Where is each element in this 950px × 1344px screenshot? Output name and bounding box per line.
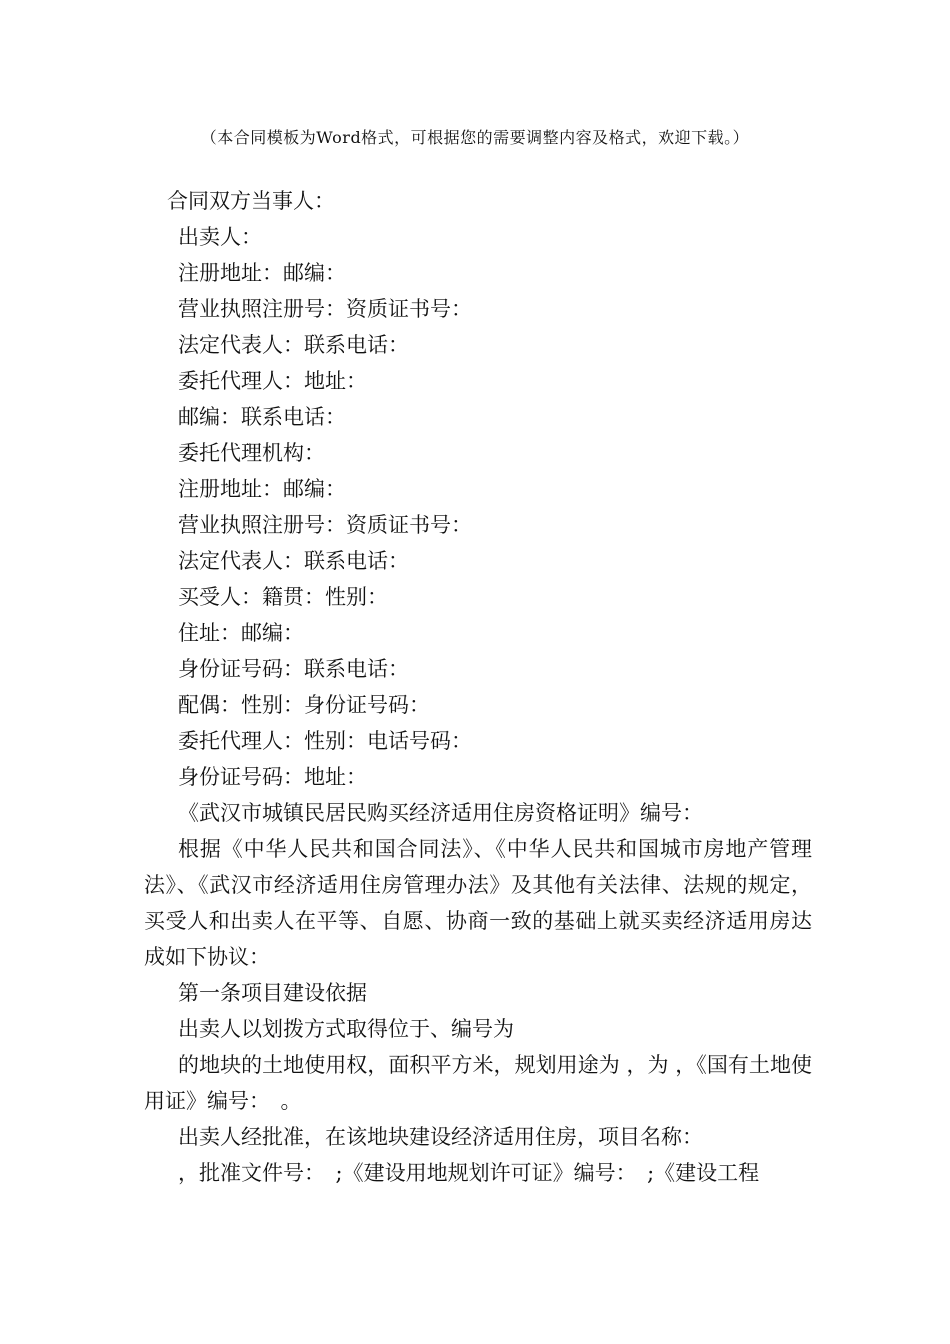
- buyer-agent-id-line: 身份证号码：地址：: [178, 765, 367, 789]
- buyer-line: 买受人：籍贯：性别：: [178, 585, 388, 609]
- seller-address-line: 注册地址：邮编：: [178, 261, 346, 285]
- agency-license-line: 营业执照注册号：资质证书号：: [178, 513, 472, 537]
- article-1-land-line: 出卖人以划拨方式取得位于、编号为: [178, 1017, 514, 1041]
- article-1-title: 第一条项目建设依据: [178, 981, 367, 1005]
- agency-address-line: 注册地址：邮编：: [178, 477, 346, 501]
- template-notice: （本合同模板为Word格式，可根据您的需要调整内容及格式，欢迎下载。）: [200, 128, 750, 147]
- seller-line: 出卖人：: [178, 225, 262, 249]
- seller-representative-line: 法定代表人：联系电话：: [178, 333, 409, 357]
- buyer-agent-line: 委托代理人：性别：电话号码：: [178, 729, 472, 753]
- project-name-line: 出卖人经批准，在该地块建设经济适用住房，项目名称：: [178, 1125, 703, 1149]
- seller-agent-contact-line: 邮编：联系电话：: [178, 405, 346, 429]
- seller-agent-line: 委托代理人：地址：: [178, 369, 367, 393]
- land-use-paragraph: 的地块的土地使用权，面积平方米，规划用途为 ，为 ，《国有土地使用证》编号： 。: [144, 1053, 812, 1113]
- agency-line: 委托代理机构：: [178, 441, 325, 465]
- legal-basis-paragraph: 根据《中华人民共和国合同法》、《中华人民共和国城市房地产管理法》、《武汉市经济适用住房管理办法》及其他有关法律、法规的规定，买受人和出卖人在平等、自愿、协商一致的基础上就买卖经济适用房达成如下协议：: [144, 837, 812, 969]
- contract-body: [144, 183, 812, 1191]
- qualification-certificate-line: 《武汉市城镇民居民购买经济适用住房资格证明》编号：: [178, 801, 703, 825]
- permits-line: ，批准文件号： ;《建设用地规划许可证》编号： ;《建设工程: [178, 1161, 760, 1185]
- seller-license-line: 营业执照注册号：资质证书号：: [178, 297, 472, 321]
- parties-heading: 合同双方当事人：: [167, 189, 335, 213]
- buyer-address-line: 住址：邮编：: [178, 621, 304, 645]
- spouse-line: 配偶：性别：身份证号码：: [178, 693, 430, 717]
- buyer-id-line: 身份证号码：联系电话：: [178, 657, 409, 681]
- agency-representative-line: 法定代表人：联系电话：: [178, 549, 409, 573]
